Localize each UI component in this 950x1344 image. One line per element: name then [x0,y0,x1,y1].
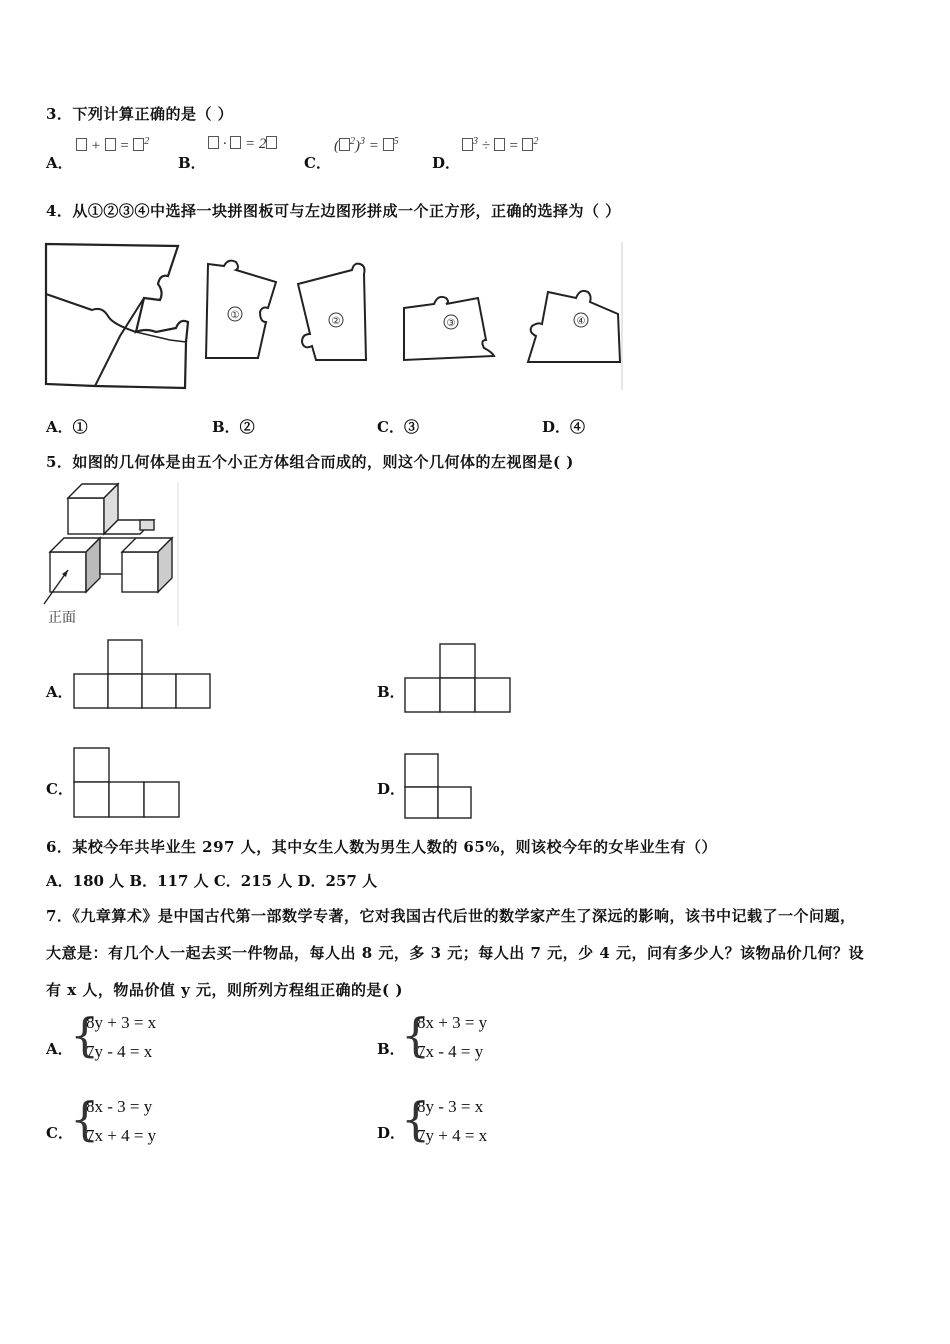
q4-option-d: D．④ [542,418,586,436]
q7-option-d-eq2: 7y + 4 = x [417,1126,488,1145]
cube-solid-figure [40,478,180,628]
q3-option-a-label: A． [46,154,73,172]
front-label: 正面 [48,610,76,626]
q7-option-a-eq1: 8y + 3 = x [86,1013,157,1032]
q7-option-d-eq1: 8y - 3 = x [417,1097,484,1116]
q3-option-c-label: C． [304,154,331,172]
q7-option-d-label: D． [377,1124,406,1142]
q7-option-b-eq2: 7x - 4 = y [417,1042,484,1061]
q5-option-a-figure [72,638,216,710]
q7-option-c-label: C． [46,1124,73,1142]
question-7-stem-line-2: 大意是：有几个人一起去买一件物品，每人出 8 元，多 3 元；每人出 7 元，少 4 元，问有多少人？该物品价几何？设 [46,944,865,962]
q7-option-c-eq2: 7x + 4 = y [86,1126,157,1145]
question-3-stem: 3．下列计算正确的是（ ） [46,105,234,123]
q5-option-d-label: D． [377,780,406,798]
q7-option-a-eq2: 7y - 4 = x [86,1042,153,1061]
q5-option-a-label: A． [46,683,73,701]
q3-option-a-expr: + = $^2$ [76,136,149,155]
q3-option-c-expr: ( $^2$)$^3$ = $^5$ [334,136,399,154]
q4-option-a: A．① [46,418,88,436]
q3-option-d-expr: $^3$ ÷ = $^2$ [462,136,538,155]
q5-option-c-label: C． [46,780,73,798]
q5-option-b-figure [403,642,513,714]
question-7-stem-line-1: 7．《九章算术》是中国古代第一部数学专著，它对我国古代后世的数学家产生了深远的影响，该书中记载了一个问题， [46,907,856,925]
puzzle-piece-4 [528,291,620,362]
question-7-stem-line-3: 有 x 人，物品价值 y 元，则所列方程组正确的是( ) [46,981,403,999]
q4-option-b: B．② [212,418,255,436]
q4-option-c: C．③ [377,418,419,436]
puzzle-base-shape [46,244,188,388]
q3-option-b-expr: · = 2 [208,136,277,153]
q5-option-b-label: B． [377,683,405,701]
q7-option-b-brace: { [401,1008,431,1062]
question-6-stem: 6．某校今年共毕业生 297 人，其中女生人数为男生人数的 65%，则该校今年的女毕业生有（） [46,838,718,856]
puzzle-piece-2 [298,264,366,360]
puzzle-piece-3-label: ③ [446,318,456,329]
q7-option-d-brace: { [401,1092,431,1146]
puzzle-piece-1-label: ① [230,310,240,321]
q7-option-a-brace: { [70,1008,100,1062]
q7-option-c-brace: { [70,1092,100,1146]
puzzle-piece-4-label: ④ [576,316,586,327]
puzzle-piece-1 [206,261,276,358]
puzzle-piece-2-label: ② [331,316,341,327]
q3-option-b-label: B． [178,154,206,172]
question-5-stem: 5．如图的几何体是由五个小正方体组合而成的，则这个几何体的左视图是( ) [46,453,574,471]
question-4-stem: 4．从①②③④中选择一块拼图板可与左边图形拼成一个正方形，正确的选择为（ ） [46,202,621,220]
q3-option-d-label: D． [432,154,461,172]
q5-option-d-figure [403,752,475,820]
q7-option-b-label: B． [377,1040,405,1058]
q7-option-b-eq1: 8x + 3 = y [417,1013,488,1032]
puzzle-figure [40,236,630,396]
q7-option-a-label: A． [46,1040,73,1058]
q5-option-c-figure [72,746,182,820]
q6-options: A．180 人 B．117 人 C．215 人 D．257 人 [46,872,378,890]
q7-option-c-eq1: 8x - 3 = y [86,1097,153,1116]
